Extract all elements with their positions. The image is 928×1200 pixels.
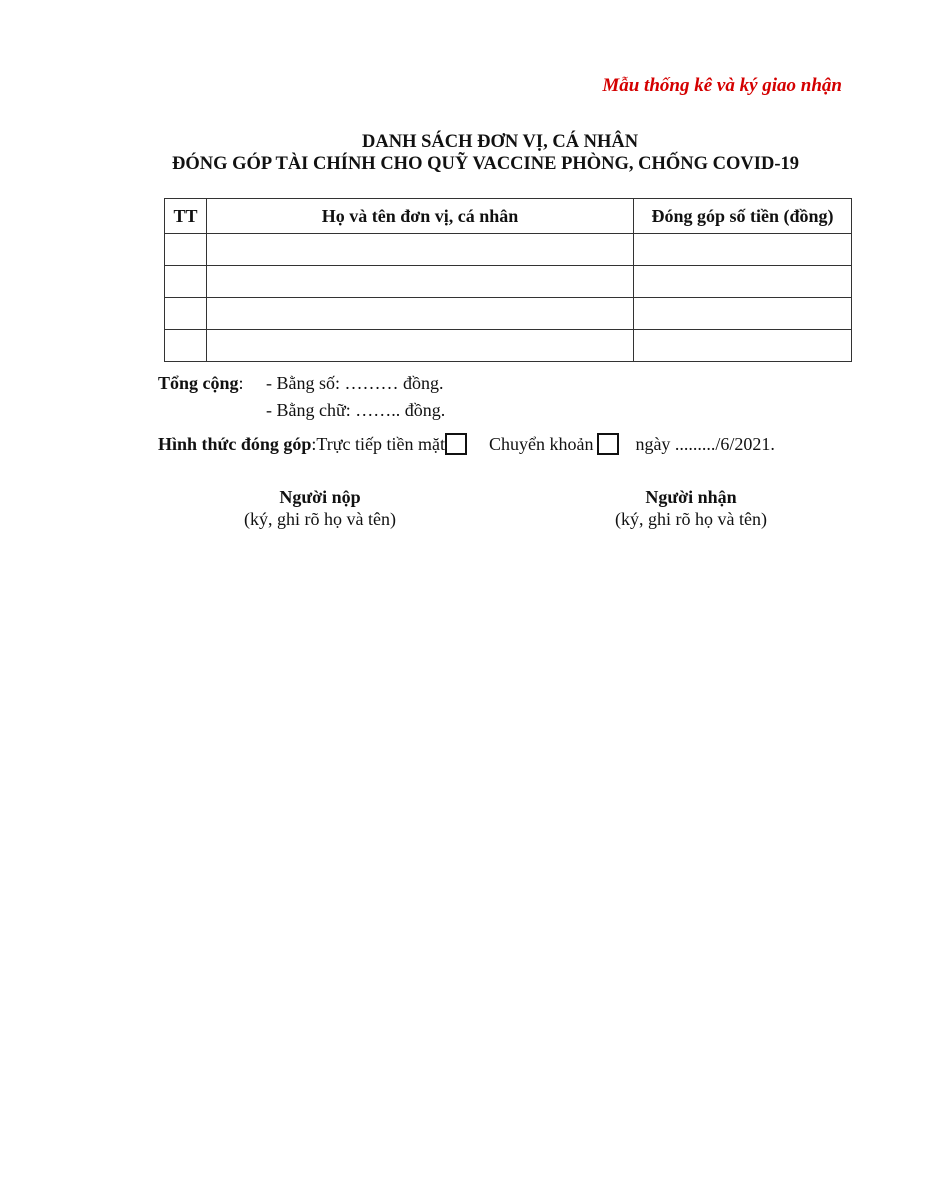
payment-method-colon: :	[311, 433, 317, 454]
receiver-title: Người nhận	[645, 487, 737, 507]
table-cell-amount[interactable]	[634, 298, 852, 330]
table-row	[165, 234, 852, 266]
receiver-signature-block	[561, 487, 821, 530]
table-cell-index[interactable]	[165, 298, 207, 330]
document-title-line-2: ĐÓNG GÓP TÀI CHÍNH CHO QUỸ VACCINE PHÒNG, CHỐNG COVID-19	[172, 154, 799, 174]
table-cell-index[interactable]	[165, 330, 207, 362]
transfer-checkbox[interactable]	[597, 433, 619, 455]
table-cell-index[interactable]	[165, 234, 207, 266]
table-cell-name[interactable]	[207, 266, 634, 298]
cash-option-label: Trực tiếp tiền mặt	[316, 433, 445, 454]
total-label: Tổng cộng	[158, 373, 239, 393]
form-template-label: Mẫu thống kê và ký giao nhận	[602, 75, 842, 96]
table-row	[165, 266, 852, 298]
table-row	[165, 298, 852, 330]
payer-note: (ký, ghi rõ họ và tên)	[244, 509, 396, 529]
table-cell-name[interactable]	[207, 330, 634, 362]
column-header-amount: Đóng góp số tiền (đồng)	[634, 199, 852, 234]
payment-date: ngày ........./6/2021.	[635, 433, 775, 454]
contribution-table	[164, 198, 852, 362]
payment-method-label: Hình thức đóng góp	[158, 433, 312, 454]
table-cell-amount[interactable]	[634, 330, 852, 362]
document-title-line-1: DANH SÁCH ĐƠN VỊ, CÁ NHÂN	[362, 132, 639, 152]
table-header-row	[165, 199, 852, 234]
table-cell-amount[interactable]	[634, 234, 852, 266]
table-cell-amount[interactable]	[634, 266, 852, 298]
total-label-line	[158, 373, 244, 394]
total-label-colon: :	[238, 373, 244, 393]
cash-checkbox[interactable]	[445, 433, 467, 455]
payer-signature-block	[190, 487, 450, 530]
total-by-number: - Bằng số: ……… đồng.	[266, 373, 444, 393]
table-row	[165, 330, 852, 362]
receiver-note: (ký, ghi rõ họ và tên)	[615, 509, 767, 529]
transfer-option-label: Chuyển khoản	[488, 433, 594, 454]
column-header-name: Họ và tên đơn vị, cá nhân	[207, 199, 634, 234]
payer-title: Người nộp	[279, 487, 361, 507]
payment-method-row	[158, 433, 775, 455]
table-cell-name[interactable]	[207, 298, 634, 330]
table-cell-name[interactable]	[207, 234, 634, 266]
total-by-words: - Bằng chữ: …….. đồng.	[266, 400, 446, 420]
table-cell-index[interactable]	[165, 266, 207, 298]
column-header-index: TT	[165, 199, 207, 234]
